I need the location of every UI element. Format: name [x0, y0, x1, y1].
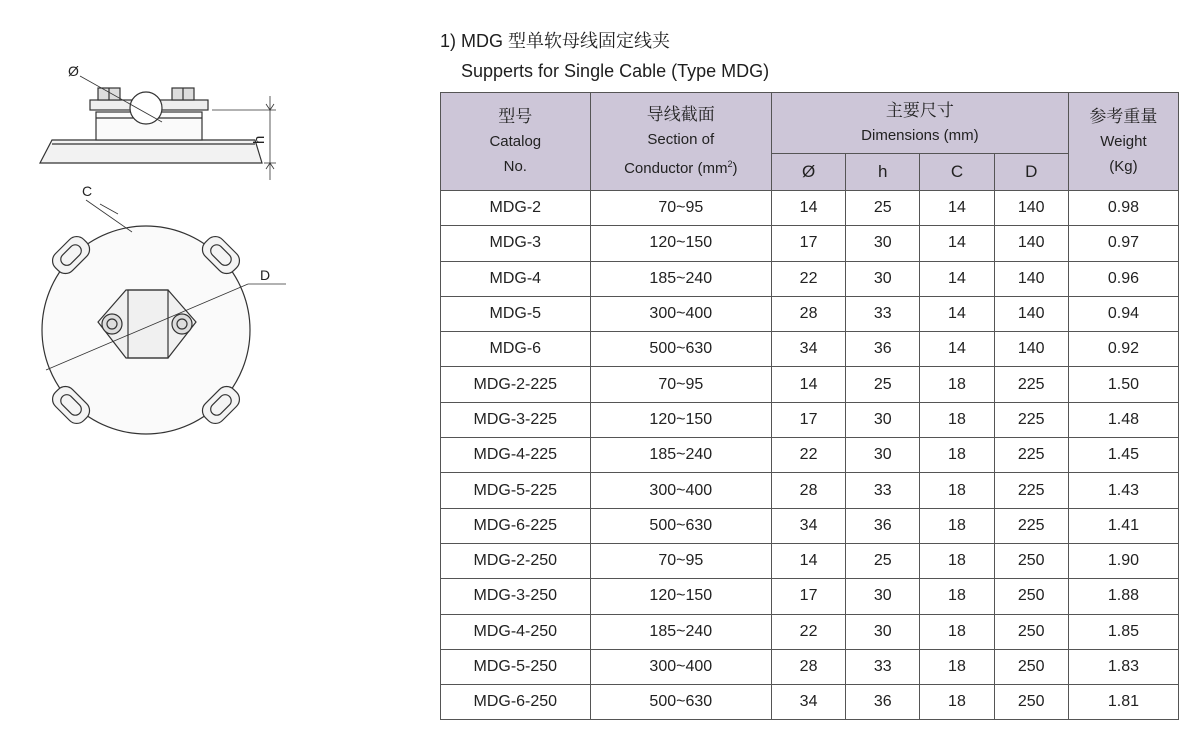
- d-label: D: [260, 267, 271, 283]
- header-h: h: [846, 154, 920, 191]
- h-cell: 30: [846, 438, 920, 473]
- h-cell: 36: [846, 332, 920, 367]
- weight-cell: 0.97: [1068, 226, 1178, 261]
- c-label: C: [82, 183, 93, 199]
- d-cell: 140: [994, 226, 1068, 261]
- h-cell: 36: [846, 685, 920, 720]
- section-cell: 120~150: [590, 579, 771, 614]
- c-cell: 18: [920, 649, 994, 684]
- table-row: [441, 579, 1179, 614]
- header-weight: 参考重量 Weight (Kg): [1068, 93, 1178, 191]
- table-body: [441, 191, 1179, 720]
- header-dimensions: 主要尺寸 Dimensions (mm): [771, 93, 1068, 154]
- catalog-cell: MDG-3-225: [441, 402, 591, 437]
- weight-cell: 1.50: [1068, 367, 1178, 402]
- title-cn: 1) MDG 型单软母线固定线夹: [440, 31, 671, 51]
- weight-cell: 1.43: [1068, 473, 1178, 508]
- h-cell: 30: [846, 226, 920, 261]
- h-cell: 36: [846, 508, 920, 543]
- c-cell: 18: [920, 367, 994, 402]
- section-cell: 70~95: [590, 543, 771, 578]
- table-row: [441, 402, 1179, 437]
- catalog-cell: MDG-4: [441, 261, 591, 296]
- weight-cell: 1.45: [1068, 438, 1178, 473]
- h-cell: 33: [846, 473, 920, 508]
- weight-cell: 0.94: [1068, 296, 1178, 331]
- h-cell: 25: [846, 191, 920, 226]
- d-cell: 140: [994, 332, 1068, 367]
- table-row: [441, 543, 1179, 578]
- table-row: [441, 261, 1179, 296]
- heading: [440, 26, 769, 86]
- section-cell: 500~630: [590, 685, 771, 720]
- d-cell: 140: [994, 261, 1068, 296]
- weight-cell: 0.92: [1068, 332, 1178, 367]
- weight-cell: 1.85: [1068, 614, 1178, 649]
- table-row: [441, 685, 1179, 720]
- diameter-cell: 14: [771, 367, 845, 402]
- catalog-cell: MDG-3-250: [441, 579, 591, 614]
- section-cell: 300~400: [590, 473, 771, 508]
- d-cell: 250: [994, 649, 1068, 684]
- c-cell: 18: [920, 685, 994, 720]
- c-cell: 18: [920, 543, 994, 578]
- weight-cell: 1.81: [1068, 685, 1178, 720]
- d-cell: 140: [994, 191, 1068, 226]
- d-cell: 250: [994, 543, 1068, 578]
- section-cell: 185~240: [590, 614, 771, 649]
- c-cell: 14: [920, 191, 994, 226]
- table-row: [441, 191, 1179, 226]
- c-cell: 14: [920, 296, 994, 331]
- c-cell: 14: [920, 332, 994, 367]
- diameter-cell: 17: [771, 226, 845, 261]
- c-cell: 18: [920, 473, 994, 508]
- table-row: [441, 367, 1179, 402]
- catalog-cell: MDG-6-225: [441, 508, 591, 543]
- catalog-cell: MDG-4-225: [441, 438, 591, 473]
- c-cell: 14: [920, 226, 994, 261]
- section-cell: 120~150: [590, 226, 771, 261]
- h-cell: 30: [846, 614, 920, 649]
- side-view: [40, 76, 276, 180]
- spec-table: [440, 92, 1179, 720]
- c-cell: 18: [920, 614, 994, 649]
- weight-cell: 0.96: [1068, 261, 1178, 296]
- c-cell: 18: [920, 579, 994, 614]
- header-section: 导线截面 Section of Conductor $(mm^2)$: [590, 93, 771, 191]
- header-d: D: [994, 154, 1068, 191]
- d-cell: 225: [994, 473, 1068, 508]
- d-cell: 225: [994, 438, 1068, 473]
- catalog-cell: MDG-5-225: [441, 473, 591, 508]
- catalog-cell: MDG-2-250: [441, 543, 591, 578]
- diameter-cell: 14: [771, 191, 845, 226]
- section-cell: 70~95: [590, 191, 771, 226]
- catalog-cell: MDG-2: [441, 191, 591, 226]
- weight-cell: 1.48: [1068, 402, 1178, 437]
- diameter-label: Ø: [68, 63, 79, 79]
- title-en: Supperts for Single Cable (Type MDG): [461, 61, 770, 81]
- h-cell: 30: [846, 402, 920, 437]
- diameter-cell: 14: [771, 543, 845, 578]
- diameter-cell: 17: [771, 579, 845, 614]
- table-row: [441, 473, 1179, 508]
- weight-cell: 1.41: [1068, 508, 1178, 543]
- d-cell: 140: [994, 296, 1068, 331]
- d-cell: 225: [994, 402, 1068, 437]
- table-row: [441, 332, 1179, 367]
- catalog-cell: MDG-3: [441, 226, 591, 261]
- catalog-cell: MDG-6: [441, 332, 591, 367]
- catalog-cell: MDG-2-225: [441, 367, 591, 402]
- c-cell: 18: [920, 402, 994, 437]
- c-cell: 18: [920, 508, 994, 543]
- diameter-cell: 28: [771, 649, 845, 684]
- catalog-cell: MDG-5-250: [441, 649, 591, 684]
- table-row: [441, 226, 1179, 261]
- diameter-cell: 22: [771, 614, 845, 649]
- d-cell: 225: [994, 508, 1068, 543]
- h-label: h: [251, 135, 268, 144]
- diameter-cell: 28: [771, 296, 845, 331]
- section-cell: 300~400: [590, 649, 771, 684]
- d-cell: 250: [994, 685, 1068, 720]
- section-cell: 70~95: [590, 367, 771, 402]
- weight-cell: 1.83: [1068, 649, 1178, 684]
- weight-cell: 1.88: [1068, 579, 1178, 614]
- d-cell: 250: [994, 579, 1068, 614]
- section-cell: 120~150: [590, 402, 771, 437]
- d-cell: 225: [994, 367, 1068, 402]
- section-cell: 500~630: [590, 508, 771, 543]
- diameter-cell: 34: [771, 508, 845, 543]
- technical-drawing: [0, 0, 420, 750]
- section-cell: 500~630: [590, 332, 771, 367]
- catalog-cell: MDG-6-250: [441, 685, 591, 720]
- section-cell: 185~240: [590, 438, 771, 473]
- diameter-cell: 17: [771, 402, 845, 437]
- h-cell: 25: [846, 543, 920, 578]
- h-cell: 33: [846, 649, 920, 684]
- table-row: [441, 296, 1179, 331]
- catalog-cell: MDG-5: [441, 296, 591, 331]
- section-cell: 185~240: [590, 261, 771, 296]
- diameter-cell: 22: [771, 261, 845, 296]
- c-cell: 18: [920, 438, 994, 473]
- diameter-cell: 34: [771, 685, 845, 720]
- h-cell: 25: [846, 367, 920, 402]
- h-cell: 30: [846, 579, 920, 614]
- diameter-cell: 22: [771, 438, 845, 473]
- h-cell: 30: [846, 261, 920, 296]
- table-row: [441, 508, 1179, 543]
- section-cell: 300~400: [590, 296, 771, 331]
- diameter-cell: 28: [771, 473, 845, 508]
- weight-cell: 1.90: [1068, 543, 1178, 578]
- table-row: [441, 649, 1179, 684]
- d-cell: 250: [994, 614, 1068, 649]
- diameter-cell: 34: [771, 332, 845, 367]
- table-row: [441, 614, 1179, 649]
- top-view: [42, 200, 286, 434]
- header-c: C: [920, 154, 994, 191]
- h-cell: 33: [846, 296, 920, 331]
- header-diameter: Ø: [771, 154, 845, 191]
- weight-cell: 0.98: [1068, 191, 1178, 226]
- c-cell: 14: [920, 261, 994, 296]
- catalog-cell: MDG-4-250: [441, 614, 591, 649]
- table-row: [441, 438, 1179, 473]
- header-catalog: 型号 Catalog No.: [441, 93, 591, 191]
